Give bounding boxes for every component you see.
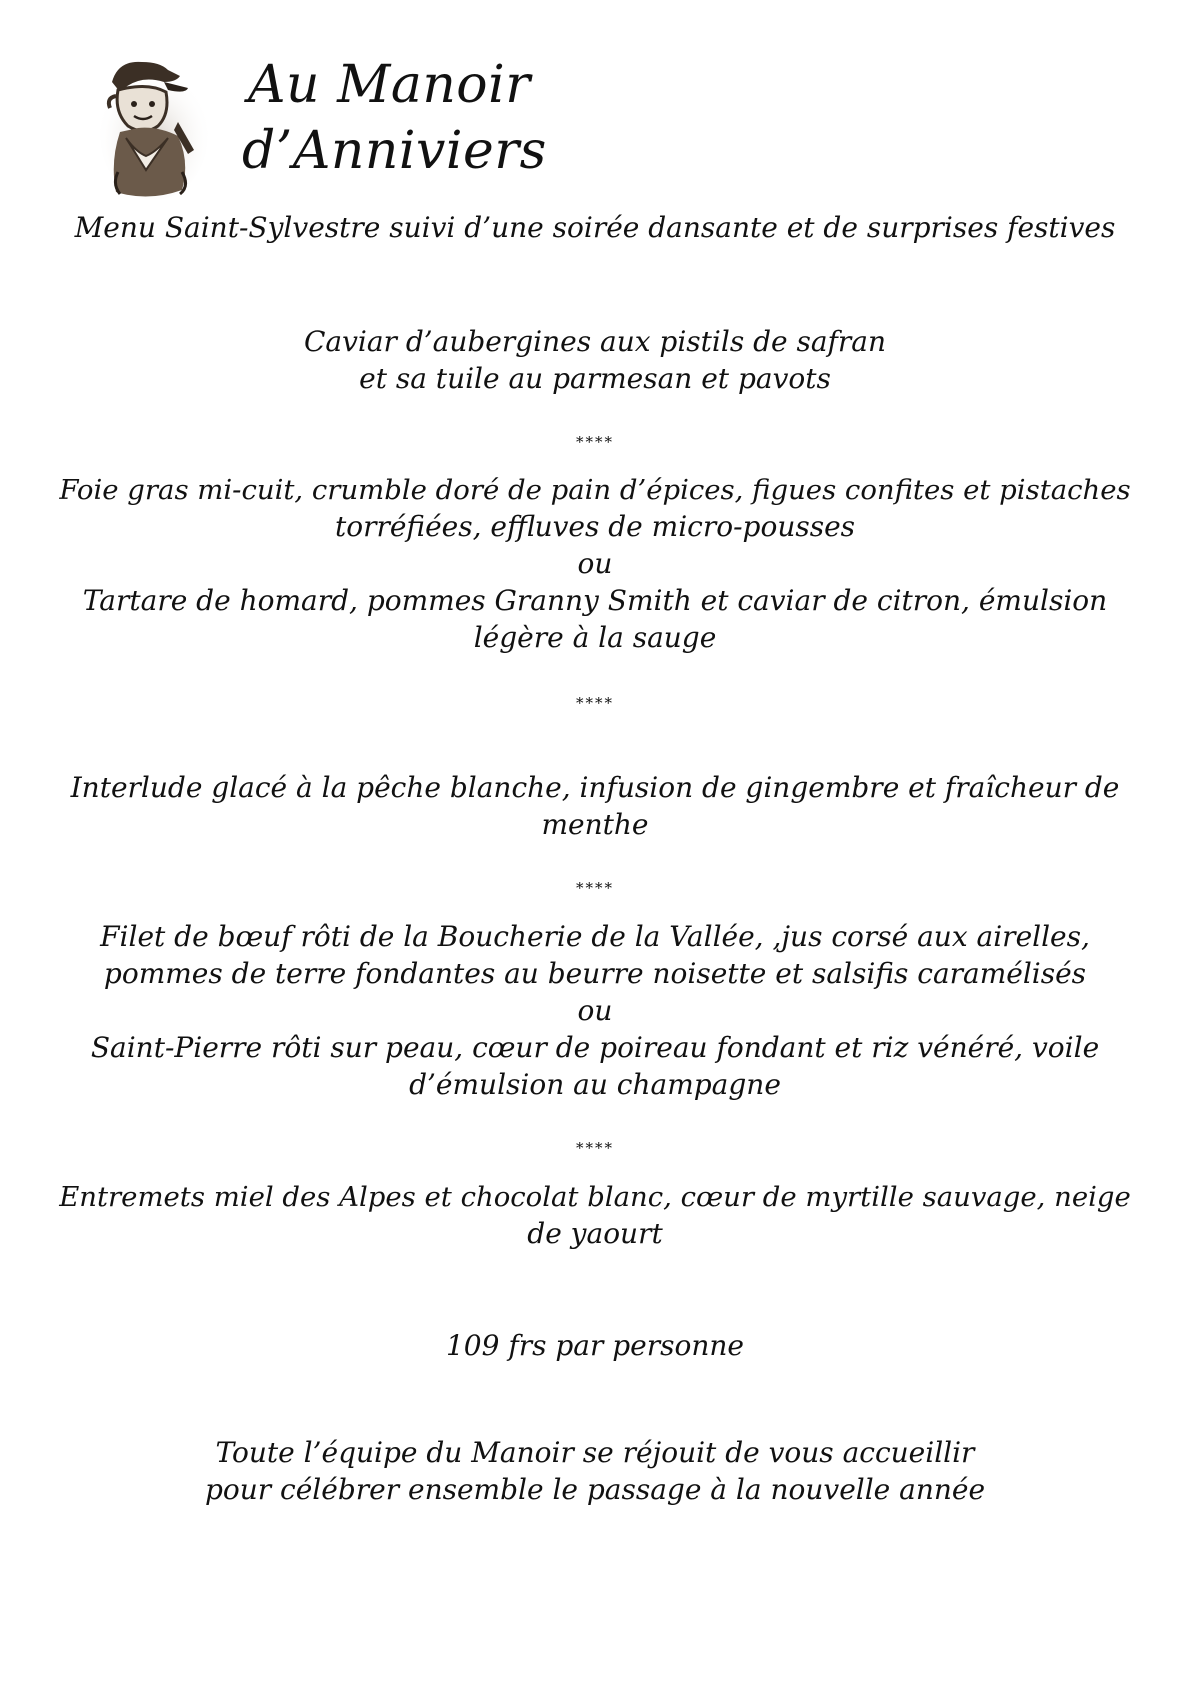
course4-option-b-line2: d’émulsion au champagne: [409, 1068, 781, 1101]
course2-option-b-line1: Tartare de homard, pommes Granny Smith et caviar de citron, émulsion: [82, 584, 1108, 617]
closing-line2: pour célébrer ensemble le passage à la nouvelle année: [204, 1473, 986, 1506]
course3-line2: menthe: [541, 808, 649, 841]
course4-option-b-line1: Saint-Pierre rôti sur peau, cœur de poireau fondant et riz vénéré, voile: [90, 1031, 1100, 1064]
course1-line1: Caviar d’aubergines aux pistils de safran: [303, 325, 887, 358]
course2-option-a-line1: Foie gras mi-cuit, crumble doré de pain d’épices, figues confites et pistaches: [59, 474, 1131, 506]
course-separator: ****: [576, 879, 614, 897]
course-separator: ****: [576, 694, 614, 712]
course2-option-b-line2: légère à la sauge: [473, 621, 717, 654]
course2-option-a-line2: torréfiées, effluves de micro-pousses: [334, 510, 856, 543]
course5-line1: Entremets miel des Alpes et chocolat blanc, cœur de myrtille sauvage, neige: [59, 1181, 1131, 1213]
course4-option-a-line1: Filet de bœuf rôti de la Boucherie de la Vallée, ,jus corsé aux airelles,: [100, 920, 1090, 953]
closing-line1: Toute l’équipe du Manoir se réjouit de vous accueillir: [215, 1436, 975, 1469]
course-separator: ****: [576, 433, 614, 451]
course1-line2: et sa tuile au parmesan et pavots: [359, 362, 831, 395]
course-separator: ****: [576, 1139, 614, 1157]
chef-boy-illustration-icon: [98, 52, 210, 202]
course4-option-a-line2: pommes de terre fondantes au beurre noisette et salsifis caramélisés: [103, 957, 1087, 990]
restaurant-name-line1: Au Manoir: [248, 55, 531, 115]
course2-or: ou: [577, 547, 613, 580]
course5-line2: de yaourt: [527, 1217, 663, 1250]
restaurant-name-line2: d’Anniviers: [242, 121, 547, 181]
course4-or: ou: [577, 994, 613, 1027]
course3-line1: Interlude glacé à la pêche blanche, infusion de gingembre et fraîcheur de: [70, 771, 1120, 804]
price: 109 frs par personne: [445, 1329, 744, 1362]
menu-subtitle: Menu Saint-Sylvestre suivi d’une soirée dansante et de surprises festives: [74, 211, 1116, 244]
restaurant-name: [242, 52, 547, 184]
